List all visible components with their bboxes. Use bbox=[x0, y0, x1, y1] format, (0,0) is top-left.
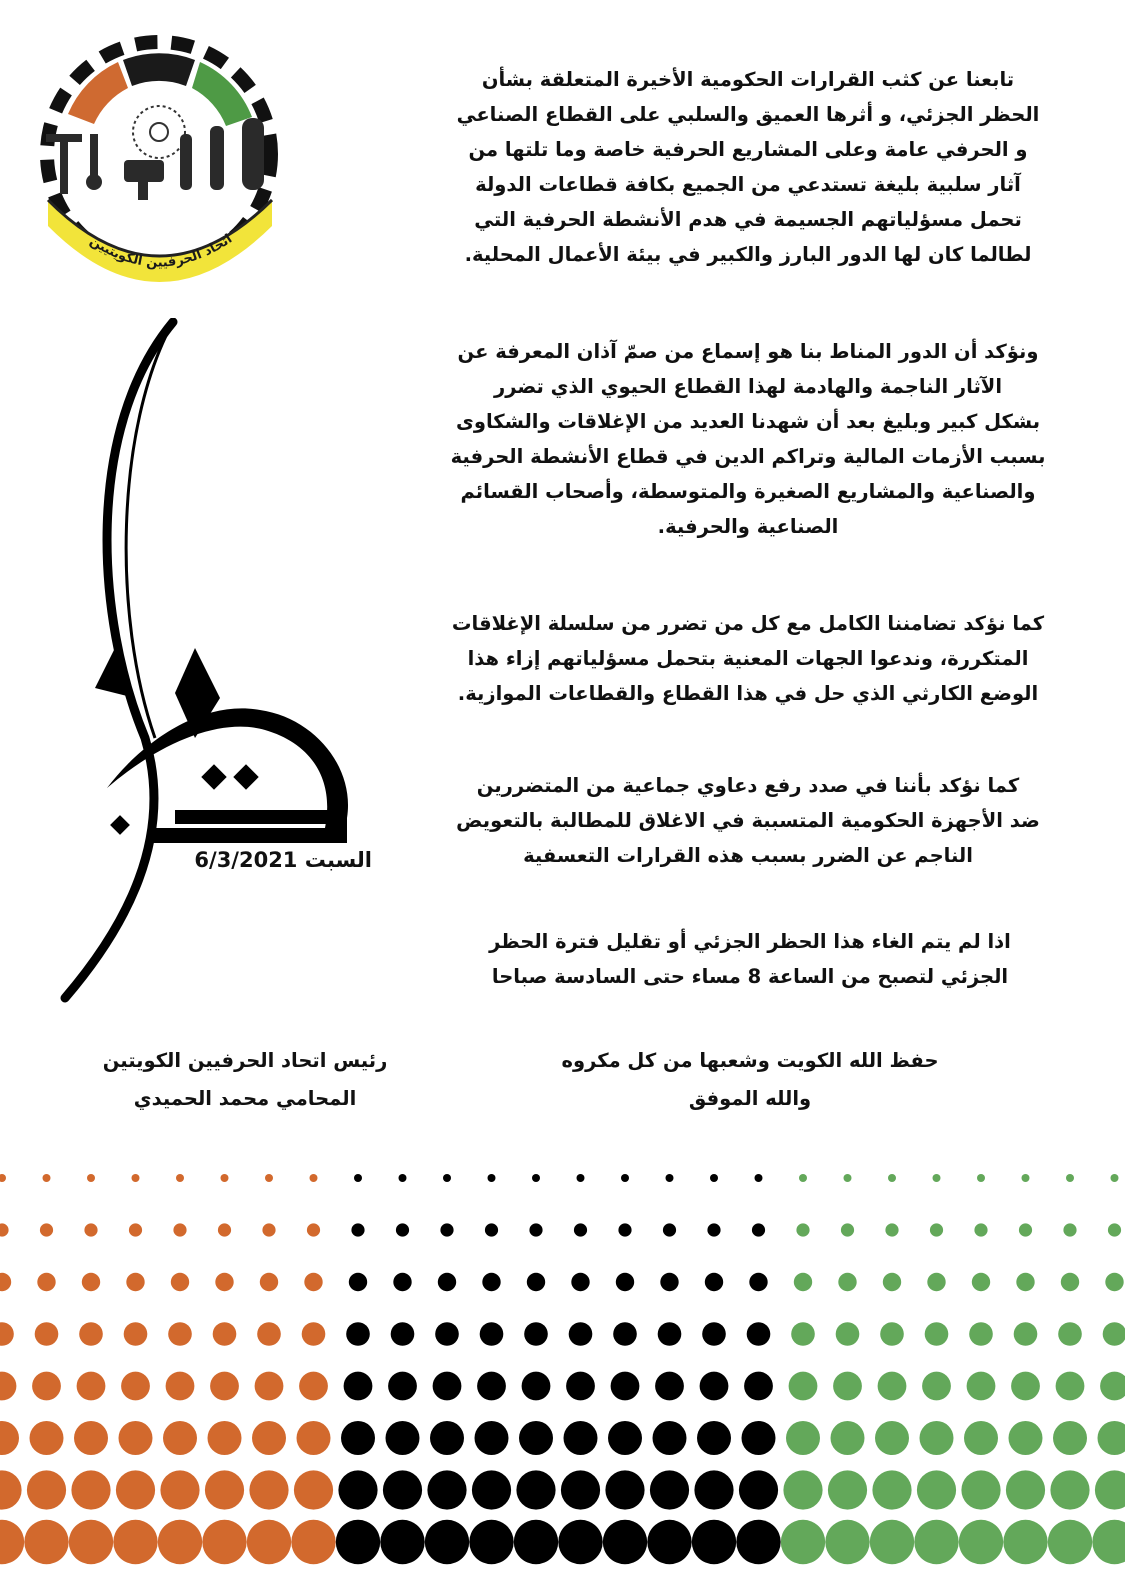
halftone-dot bbox=[119, 1421, 153, 1455]
halftone-dot bbox=[82, 1273, 100, 1291]
halftone-dot bbox=[427, 1470, 466, 1509]
halftone-dot bbox=[532, 1174, 540, 1182]
halftone-dot bbox=[469, 1520, 513, 1564]
halftone-dot bbox=[838, 1273, 856, 1291]
halftone-dot bbox=[485, 1223, 498, 1236]
halftone-dot bbox=[307, 1223, 320, 1236]
halftone-dot bbox=[0, 1372, 16, 1401]
halftone-dot bbox=[247, 1520, 291, 1564]
halftone-dot bbox=[571, 1273, 589, 1291]
halftone-dot bbox=[69, 1520, 113, 1564]
halftone-dot bbox=[700, 1372, 729, 1401]
halftone-dot bbox=[249, 1470, 288, 1509]
halftone-dot bbox=[310, 1174, 318, 1182]
halftone-dot bbox=[121, 1372, 150, 1401]
halftone-dot bbox=[914, 1520, 958, 1564]
halftone-dot bbox=[126, 1273, 144, 1291]
signature-name: المحامي محمد الحميدي bbox=[133, 1087, 357, 1110]
halftone-dot bbox=[1058, 1322, 1082, 1346]
halftone-dot bbox=[608, 1421, 642, 1455]
halftone-dot bbox=[158, 1520, 202, 1564]
text-line: الناجم عن الضرر بسبب هذه القرارات التعسفية bbox=[523, 844, 973, 867]
halftone-dot bbox=[925, 1322, 949, 1346]
halftone-dot bbox=[166, 1372, 195, 1401]
halftone-dot bbox=[1014, 1322, 1038, 1346]
halftone-dot bbox=[655, 1372, 684, 1401]
halftone-dot bbox=[831, 1421, 865, 1455]
halftone-dot bbox=[0, 1520, 24, 1564]
halftone-dot bbox=[40, 1223, 53, 1236]
halftone-flag-decoration bbox=[0, 1148, 1125, 1582]
halftone-dot bbox=[346, 1322, 370, 1346]
halftone-dot bbox=[1061, 1273, 1079, 1291]
halftone-dot bbox=[1111, 1174, 1119, 1182]
halftone-dot bbox=[32, 1372, 61, 1401]
paragraph-4 bbox=[408, 768, 1088, 873]
halftone-dot bbox=[213, 1322, 237, 1346]
halftone-dot bbox=[210, 1372, 239, 1401]
halftone-dot bbox=[972, 1273, 990, 1291]
halftone-dot bbox=[522, 1372, 551, 1401]
halftone-dot bbox=[574, 1223, 587, 1236]
halftone-dot bbox=[872, 1470, 911, 1509]
logo-text: اتحاد الحرفيين الكويتيين bbox=[86, 231, 236, 271]
halftone-dot bbox=[658, 1322, 682, 1346]
signature bbox=[40, 1042, 450, 1118]
halftone-dot bbox=[825, 1520, 869, 1564]
halftone-dot bbox=[870, 1520, 914, 1564]
halftone-dot bbox=[736, 1520, 780, 1564]
halftone-dot bbox=[472, 1470, 511, 1509]
halftone-dot bbox=[0, 1421, 19, 1455]
halftone-dot bbox=[380, 1520, 424, 1564]
paragraph-5 bbox=[430, 924, 1070, 994]
text-line: ضد الأجهزة الحكومية المتسببة في الاغلاق للمطالبة بالتعويض bbox=[456, 809, 1040, 832]
halftone-dot bbox=[920, 1421, 954, 1455]
halftone-dot bbox=[964, 1421, 998, 1455]
halftone-dot bbox=[844, 1174, 852, 1182]
halftone-dot bbox=[878, 1372, 907, 1401]
halftone-dot bbox=[1050, 1470, 1089, 1509]
halftone-dot bbox=[781, 1520, 825, 1564]
halftone-dot bbox=[354, 1174, 362, 1182]
halftone-dot bbox=[35, 1322, 59, 1346]
halftone-dot bbox=[262, 1223, 275, 1236]
halftone-dot bbox=[171, 1273, 189, 1291]
halftone-dot bbox=[791, 1322, 815, 1346]
paragraph-3 bbox=[408, 606, 1088, 711]
halftone-dot bbox=[302, 1322, 326, 1346]
title-calligraphy bbox=[55, 318, 365, 1008]
halftone-dot bbox=[794, 1273, 812, 1291]
halftone-dot bbox=[516, 1470, 555, 1509]
halftone-dot bbox=[399, 1174, 407, 1182]
halftone-dot bbox=[297, 1421, 331, 1455]
halftone-dot bbox=[705, 1273, 723, 1291]
halftone-dot bbox=[796, 1223, 809, 1236]
halftone-dot bbox=[84, 1223, 97, 1236]
halftone-dot bbox=[482, 1273, 500, 1291]
halftone-dot bbox=[1098, 1421, 1125, 1455]
halftone-dot bbox=[1048, 1520, 1092, 1564]
halftone-dot bbox=[168, 1322, 192, 1346]
text-line: ونؤكد أن الدور المناط بنا هو إسماع من صمّ آذان المعرفة عن bbox=[457, 340, 1039, 363]
halftone-dot bbox=[338, 1470, 377, 1509]
halftone-dot bbox=[77, 1372, 106, 1401]
halftone-dot bbox=[0, 1470, 22, 1509]
text-line: اذا لم يتم الغاء هذا الحظر الجزئي أو تقليل فترة الحظر bbox=[489, 930, 1011, 953]
halftone-dot bbox=[1108, 1223, 1121, 1236]
closing bbox=[500, 1042, 1000, 1118]
halftone-dot bbox=[514, 1520, 558, 1564]
halftone-dot bbox=[1053, 1421, 1087, 1455]
halftone-dot bbox=[24, 1520, 68, 1564]
halftone-dot bbox=[529, 1223, 542, 1236]
text-line: كما نؤكد تضامننا الكامل مع كل من تضرر من سلسلة الإغلاقات bbox=[451, 612, 1045, 635]
halftone-dot bbox=[744, 1372, 773, 1401]
halftone-dot bbox=[611, 1372, 640, 1401]
halftone-dot bbox=[613, 1322, 637, 1346]
halftone-dot bbox=[304, 1273, 322, 1291]
halftone-dot bbox=[265, 1174, 273, 1182]
halftone-dot bbox=[349, 1273, 367, 1291]
text-line: لطالما كان لها الدور البارز والكبير في بيئة الأعمال المحلية. bbox=[464, 243, 1032, 266]
halftone-dot bbox=[205, 1470, 244, 1509]
halftone-dot bbox=[786, 1421, 820, 1455]
halftone-dot bbox=[440, 1223, 453, 1236]
text-line: تحمل مسؤلياتهم الجسيمة في هدم الأنشطة الحرفية التي bbox=[474, 208, 1022, 231]
halftone-dot bbox=[519, 1421, 553, 1455]
text-line: والصناعية والمشاريع الصغيرة والمتوسطة، وأصحاب القسائم bbox=[460, 480, 1036, 503]
halftone-dot bbox=[969, 1322, 993, 1346]
text-line: المتكررة، وندعوا الجهات المعنية بتحمل مسؤلياتهم إزاء هذا bbox=[467, 647, 1029, 670]
halftone-dot bbox=[79, 1322, 103, 1346]
halftone-dot bbox=[27, 1470, 66, 1509]
halftone-dot bbox=[252, 1421, 286, 1455]
halftone-dot bbox=[215, 1273, 233, 1291]
halftone-dot bbox=[475, 1421, 509, 1455]
halftone-dot bbox=[351, 1223, 364, 1236]
text-line: و الحرفي عامة وعلى المشاريع الحرفية خاصة وما تلتها من bbox=[468, 138, 1028, 161]
halftone-dot bbox=[660, 1273, 678, 1291]
halftone-dot bbox=[132, 1174, 140, 1182]
halftone-dot bbox=[524, 1322, 548, 1346]
halftone-dot bbox=[836, 1322, 860, 1346]
halftone-dot bbox=[0, 1322, 14, 1346]
halftone-dot bbox=[927, 1273, 945, 1291]
halftone-dot bbox=[1022, 1174, 1030, 1182]
halftone-dot bbox=[1100, 1372, 1125, 1401]
halftone-dot bbox=[739, 1470, 778, 1509]
halftone-dot bbox=[666, 1174, 674, 1182]
halftone-dot bbox=[391, 1322, 415, 1346]
halftone-dot bbox=[488, 1174, 496, 1182]
halftone-dot bbox=[430, 1421, 464, 1455]
halftone-dot bbox=[959, 1520, 1003, 1564]
halftone-dot bbox=[1063, 1223, 1076, 1236]
text-line: الحظر الجزئي، و أثرها العميق والسلبي على القطاع الصناعي bbox=[456, 103, 1040, 126]
halftone-dot bbox=[37, 1273, 55, 1291]
paragraph-1 bbox=[408, 62, 1088, 272]
halftone-dot bbox=[577, 1174, 585, 1182]
halftone-dot bbox=[433, 1372, 462, 1401]
signature-title: رئيس اتحاد الحرفيين الكويتين bbox=[102, 1049, 388, 1072]
halftone-dot bbox=[113, 1520, 157, 1564]
halftone-dot bbox=[828, 1470, 867, 1509]
halftone-dot bbox=[1066, 1174, 1074, 1182]
halftone-dot bbox=[1019, 1223, 1032, 1236]
halftone-dot bbox=[647, 1520, 691, 1564]
halftone-dot bbox=[87, 1174, 95, 1182]
halftone-dot bbox=[747, 1322, 771, 1346]
halftone-dot bbox=[833, 1372, 862, 1401]
halftone-dot bbox=[341, 1421, 375, 1455]
text-line: بشكل كبير وبليغ بعد أن شهدنا العديد من الإغلاقات والشكاوى bbox=[455, 410, 1041, 433]
halftone-dot bbox=[875, 1421, 909, 1455]
halftone-dot bbox=[974, 1223, 987, 1236]
halftone-dot bbox=[257, 1322, 281, 1346]
halftone-dot bbox=[0, 1273, 11, 1291]
halftone-dot bbox=[388, 1372, 417, 1401]
halftone-dot bbox=[605, 1470, 644, 1509]
halftone-dot bbox=[208, 1421, 242, 1455]
halftone-dot bbox=[933, 1174, 941, 1182]
halftone-dot bbox=[566, 1372, 595, 1401]
closing-line: حفظ الله الكويت وشعبها من كل مكروه bbox=[561, 1049, 939, 1072]
halftone-dot bbox=[880, 1322, 904, 1346]
halftone-dot bbox=[755, 1174, 763, 1182]
halftone-dot bbox=[1095, 1470, 1125, 1509]
halftone-dot bbox=[0, 1223, 9, 1236]
halftone-dot bbox=[616, 1273, 634, 1291]
halftone-dot bbox=[569, 1322, 593, 1346]
halftone-dot bbox=[888, 1174, 896, 1182]
halftone-dot bbox=[386, 1421, 420, 1455]
halftone-dot bbox=[967, 1372, 996, 1401]
halftone-dot bbox=[621, 1174, 629, 1182]
halftone-dot bbox=[202, 1520, 246, 1564]
halftone-dot bbox=[294, 1470, 333, 1509]
halftone-dot bbox=[116, 1470, 155, 1509]
halftone-dot bbox=[564, 1421, 598, 1455]
halftone-dot bbox=[43, 1174, 51, 1182]
text-line: بسبب الأزمات المالية وتراكم الدين في قطاع الأنشطة الحرفية bbox=[450, 445, 1046, 468]
halftone-dot bbox=[477, 1372, 506, 1401]
halftone-dot bbox=[883, 1273, 901, 1291]
halftone-dot bbox=[260, 1273, 278, 1291]
halftone-dot bbox=[885, 1223, 898, 1236]
paragraph-2 bbox=[408, 334, 1088, 544]
text-line: كما نؤكد بأننا في صدد رفع دعاوي جماعية من المتضررين bbox=[476, 774, 1020, 797]
halftone-dot bbox=[438, 1273, 456, 1291]
halftone-dot bbox=[393, 1273, 411, 1291]
halftone-dot bbox=[702, 1322, 726, 1346]
halftone-dot bbox=[291, 1520, 335, 1564]
halftone-dot bbox=[707, 1223, 720, 1236]
halftone-dot bbox=[74, 1421, 108, 1455]
text-line: آثار سلبية بليغة تستدعي من الجميع بكافة قطاعات الدولة bbox=[475, 173, 1021, 196]
halftone-dot bbox=[527, 1273, 545, 1291]
halftone-dot bbox=[783, 1470, 822, 1509]
halftone-dot bbox=[977, 1174, 985, 1182]
halftone-dot bbox=[124, 1322, 148, 1346]
halftone-dot bbox=[710, 1174, 718, 1182]
halftone-dot bbox=[163, 1421, 197, 1455]
closing-line: والله الموفق bbox=[688, 1087, 812, 1110]
halftone-dot bbox=[663, 1223, 676, 1236]
halftone-dot bbox=[752, 1223, 765, 1236]
halftone-dot bbox=[30, 1421, 64, 1455]
union-logo bbox=[28, 22, 290, 304]
text-line: الصناعية والحرفية. bbox=[657, 515, 839, 538]
halftone-dot bbox=[1092, 1520, 1125, 1564]
halftone-dot bbox=[742, 1421, 776, 1455]
halftone-dot bbox=[697, 1421, 731, 1455]
halftone-dot bbox=[435, 1322, 459, 1346]
halftone-dot bbox=[255, 1372, 284, 1401]
text-line: تابعنا عن كثب القرارات الحكومية الأخيرة المتعلقة بشأن bbox=[481, 68, 1015, 91]
halftone-dot bbox=[1011, 1372, 1040, 1401]
halftone-dot bbox=[1056, 1372, 1085, 1401]
halftone-dot bbox=[299, 1372, 328, 1401]
text-line: الوضع الكارثي الذي حل في هذا القطاع والقطاعات الموازية. bbox=[457, 682, 1039, 705]
halftone-dot bbox=[917, 1470, 956, 1509]
halftone-dot bbox=[650, 1470, 689, 1509]
halftone-dot bbox=[841, 1223, 854, 1236]
halftone-dot bbox=[749, 1273, 767, 1291]
halftone-dot bbox=[160, 1470, 199, 1509]
halftone-dot bbox=[922, 1372, 951, 1401]
halftone-dot bbox=[618, 1223, 631, 1236]
halftone-dot bbox=[653, 1421, 687, 1455]
halftone-dot bbox=[799, 1174, 807, 1182]
halftone-dot bbox=[1003, 1520, 1047, 1564]
halftone-dot bbox=[173, 1223, 186, 1236]
halftone-dot bbox=[1105, 1273, 1123, 1291]
halftone-dot bbox=[558, 1520, 602, 1564]
halftone-dot bbox=[383, 1470, 422, 1509]
text-line: الآثار الناجمة والهادمة لهذا القطاع الحيوي الذي تضرر bbox=[493, 375, 1003, 398]
halftone-dot bbox=[961, 1470, 1000, 1509]
halftone-dot bbox=[336, 1520, 380, 1564]
halftone-dot bbox=[71, 1470, 110, 1509]
halftone-dot bbox=[561, 1470, 600, 1509]
halftone-dot bbox=[221, 1174, 229, 1182]
halftone-dot bbox=[694, 1470, 733, 1509]
halftone-dot bbox=[396, 1223, 409, 1236]
halftone-dot bbox=[218, 1223, 231, 1236]
halftone-dot bbox=[480, 1322, 504, 1346]
halftone-dot bbox=[603, 1520, 647, 1564]
halftone-dot bbox=[692, 1520, 736, 1564]
halftone-dot bbox=[1016, 1273, 1034, 1291]
statement-date: السبت 6/3/2021 bbox=[194, 848, 372, 872]
halftone-dot bbox=[1009, 1421, 1043, 1455]
halftone-dot bbox=[129, 1223, 142, 1236]
halftone-dot bbox=[443, 1174, 451, 1182]
halftone-dot bbox=[930, 1223, 943, 1236]
halftone-dot bbox=[1103, 1322, 1125, 1346]
halftone-dot bbox=[176, 1174, 184, 1182]
text-line: الجزئي لتصبح من الساعة 8 مساء حتى السادسة صباحا bbox=[491, 965, 1009, 988]
halftone-dot bbox=[344, 1372, 373, 1401]
halftone-dot bbox=[425, 1520, 469, 1564]
halftone-dot bbox=[1006, 1470, 1045, 1509]
halftone-dot bbox=[789, 1372, 818, 1401]
halftone-dot bbox=[0, 1174, 6, 1182]
